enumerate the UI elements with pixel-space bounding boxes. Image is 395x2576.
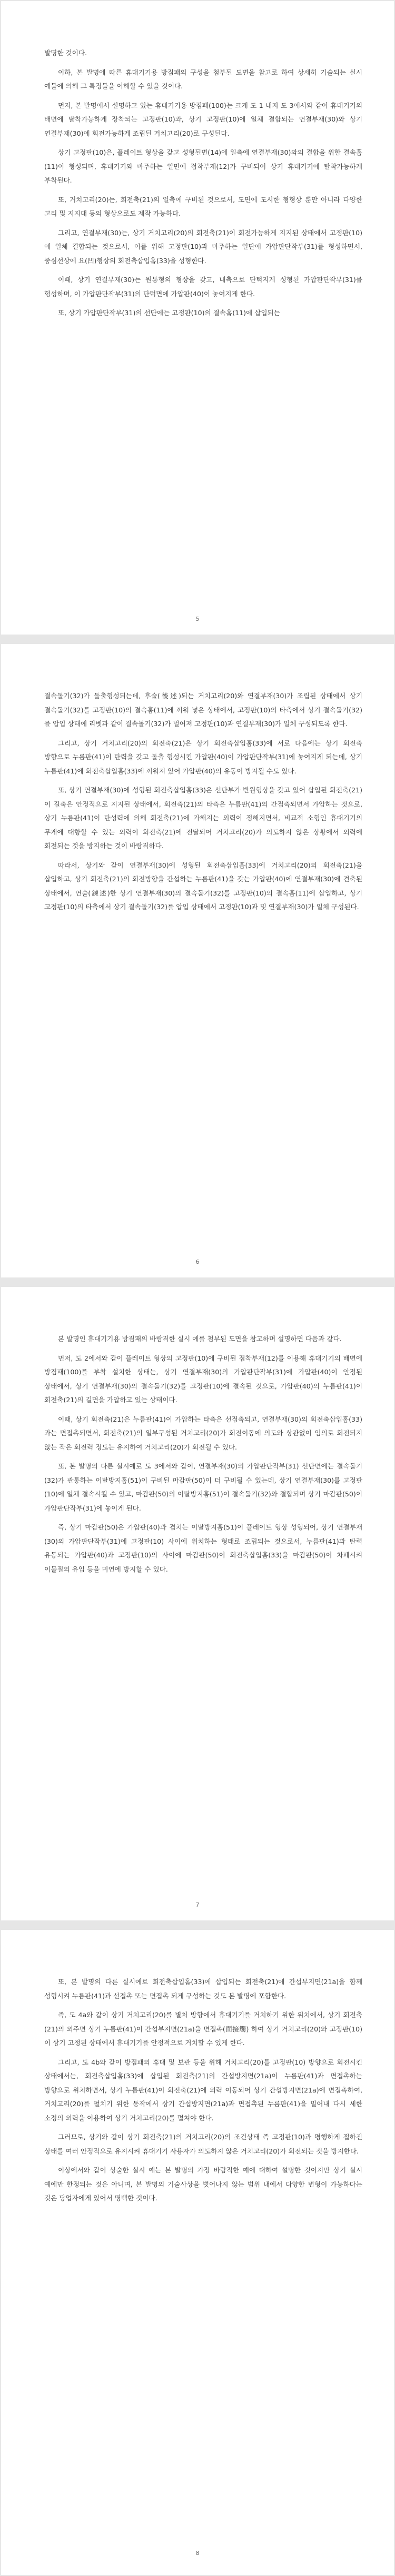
paragraph: 이때, 상기 연결부재(30)는 원통형의 형상을 갖고, 내측으로 단턱지게 성형된 가압판단작부(31)를 형성하며, 이 가압판단작부(31)의 단턱면에 가압판(40)이 놓여지게 한다. — [44, 276, 362, 298]
paragraph: 먼저, 도 2에서와 같이 플레이트 형상의 고정판(10)에 구비된 접착부재(12)를 이용해 휴대기기의 배면에 방짐패(100)를 부착 설치한 상태는, 상기 연결부재(30)의 가압판단작부(31)에 가압판(40)이 안정된 상태에서, 상기 연결부재(30)의 결속돌기(32)를 고정판(10)에 결속된 것으로, 가압판(40)의 누름판(41)이 회전축(21)의 길면을 가압하고 있는 상태이다. — [44, 1354, 362, 1404]
page-body — [44, 689, 362, 920]
page-body — [44, 1975, 362, 2211]
paragraph: 먼저, 본 발명에서 설명하고 있는 휴대기기용 방짐패(100)는 크게 도 1 내지 도 3에서와 같이 휴대기기의 배면에 탈착가능하게 장착되는 고정판(10)과, 상기 고정판(10)에 일체 결합되는 연결부재(30)와 상기 연결부재(30)에 회전가능하게 조립된 거치고리(20)로 구성된다. — [44, 101, 362, 137]
paragraph: 즉, 상기 마감판(50)은 가압판(40)과 겹치는 이탈방지홈(51)이 플레이트 형상 성형되어, 상기 연결부재(30)의 가압판단작부(31)에 고정판(10) 사이에 위치하는 형태로 조립되는 것으로서, 누름판(41)과 탄력 유동되는 가압판(40)과 고정판(10)의 사이에 마감판(50)이 회전축삽입홈(33)을 마감판(50)이 차폐시켜 이물질의 유입 등을 미연에 방지할 수 있다. — [44, 1523, 362, 1573]
page-body — [44, 1332, 362, 1582]
page-number: 5 — [195, 616, 200, 622]
document-page-1 — [1, 1, 394, 635]
paragraph: 그리고, 연결부재(30)는, 상기 거치고리(20)의 회전축(21)이 회전가능하게 지지된 상태에서 고정판(10)에 일체 결합되는 것으로서, 이를 위해 고정판(10)과 마주하는 일단에 가압판단작부(31)를 형성하면서, 중심선상에 요(凹)형상의 회전축삽입홈(33)을 성형한다. — [44, 228, 362, 265]
paragraph: 따라서, 상기와 같이 연결부재(30)에 성형된 회전축삽입홈(33)에 거치고리(20)의 회전축(21)을 삽입하고, 상기 회전축(21)의 회전방향을 간섭하는 누름판(41)을 갖는 가압판(40)에 연결부재(30)에 견축된 상태에서, 연술(鍊述)한 상기 연결부재(30)의 결속돌기(32)를 고정판(10)의 결속홈(11)에 삽입하고, 상기 고정판(10)의 타측에서 상기 결속돌기(32)를 압입 상태에서 고정판(10)과 및 연결부재(30)가 일체 구성된다. — [44, 861, 362, 911]
paragraph: 또, 상기 연결부재(30)에 성형된 회전축삽입홈(33)은 선단부가 반원형상을 갖고 있어 삽입된 회전축(21)이 길축은 안정적으로 지지된 상태에서, 회전축(21)의 타측은 누름판(41)의 간접축되면서 가압하는 것으로, 상기 누름판(41)이 탄성력에 의해 회전축(21)에 가해지는 외력이 정해지면서, 비교적 소형인 휴대기기의 무게에 대항할 수 있는 외력이 회전축(21)에 전달되어 거치고리(20)가 의도하지 않은 상황에서 외력에 회전되는 것을 방지하는 것이 바람직하다. — [44, 786, 362, 850]
paragraph: 그러므로, 상기와 같이 상기 회전축(21)의 거치고리(20)의 조건상태 즉 고정판(10)과 평행하게 접하진 상태를 여러 안정적으로 유지시켜 휴대기기 사용자가 의도하지 않은 거치고리(20)가 회전되는 것을 방지한다. — [44, 2133, 362, 2155]
paragraph: 결속돌기(32)가 돌출형성되는데, 후술(後述)되는 거치고리(20)와 연결부재(30)가 조립된 상태에서 상기 결속돌기(32)를 고정판(10)의 결속홈(11)에 끼워 넣은 상태에서, 고정판(10)의 타측에서 상기 결속돌기(32)를 압입 상태에 리벳과 같이 결속돌기(32)가 벌어져 고정판(10)과 연결부재(30)가 일체 구성되도록 한다. — [44, 692, 362, 728]
paragraph: 즉, 도 4a와 같이 상기 거치고리(20)를 별처 방향에서 휴대기기를 거치하기 위한 위치에서, 상기 회전축(21)의 외주면 상기 누름판(41)이 간섭부지면(21a)을 면접촉(面接觸) 하여 상기 거치고리(20)와 고정판(10)이 상기 고정된 상태에서 휴대기기를 안정적으로 거치할 수 있게 한다. — [44, 2011, 362, 2047]
paragraph: 또, 본 발명의 다른 실시예로 도 3에서와 같이, 연결부재(30)의 가압판단작부(31) 선단면에는 결속돌기(32)가 관통하는 이탈방지홈(51)이 구비된 마감판(50)이 더 구비될 수 있는데, 상기 연결부재(30)를 고정판(10)에 일체 결속시킬 수 있고, 마감판(50)의 이탈방지홈(51)이 결속돌기(32)와 결합되며 상기 마감판(50)이 가압판단작부(31)에 놓이게 된다. — [44, 1462, 362, 1512]
document-page-3 — [1, 1287, 394, 1920]
document-page-2 — [1, 644, 394, 1277]
page-body — [44, 46, 362, 326]
paragraph: 이때, 상기 회전축(21)은 누름판(41)이 가압하는 타측은 선접촉되고, 연결부재(30)의 회전축삽입홈(33)과는 면접촉되면서, 회전축(21)의 일부구성된 거치고리(20)가 회전이동에 의도와 상관없이 임의로 회전되지 않는 작은 회전력 정도는 유지하여 거치고리(20)가 회전될 수 있다. — [44, 1415, 362, 1451]
page-number: 6 — [195, 1259, 200, 1265]
paragraph: 발명한 것이다. — [44, 49, 87, 57]
page-number: 7 — [195, 1901, 200, 1908]
paragraph: 또, 거치고리(20)는, 회전축(21)의 일측에 구비된 것으로서, 도면에 도시한 형형상 뿐만 아니라 다양한 고리 및 지지대 등의 형상으로도 제작 가능하다. — [44, 195, 362, 217]
page-number: 8 — [195, 2550, 200, 2557]
paragraph: 그리고, 상기 거치고리(20)의 회전축(21)은 상기 회전축삽입홈(33)에 서로 다음에는 상기 회전축 방향으로 누름판(41)이 탄력을 갖고 돌출 형성시킨 가압판(40)이 가압판단작부(31)에 놓여지게 되는데, 상기 누름판(41)에 회전축삽입홈(33)에 끼워져 있어 가압판(40)의 유동이 방지될 수도 있다. — [44, 739, 362, 775]
paragraph: 본 발명인 휴대기기용 방짐패의 바람직한 실시 예를 첨부된 도면을 참고하며 설명하면 다음과 같다. — [58, 1335, 342, 1343]
paragraph: 또, 본 발명의 다른 실시예로 회전축삽입홈(33)에 삽입되는 회전축(21)에 간섭부지면(21a)을 함께 성형시켜 누름판(41)과 선접촉 또는 면접촉 되게 구성하는 것도 본 발명에 포함한다. — [44, 1978, 362, 2000]
document-page-4 — [1, 1930, 394, 2575]
paragraph: 이하, 본 발명에 따른 휴대기기용 방짐패의 구성을 첨부된 도면을 참고로 하여 상세히 기술되는 실시 예들에 의해 그 특징들을 이해할 수 있을 것이다. — [44, 68, 362, 90]
paragraph: 상기 고정판(10)은, 플레이트 형상을 갖고 성형된면(14)에 일측에 연결부재(30)와의 결합을 위한 결속홈(11)이 형성되며, 휴대기기와 마주하는 일면에 접착부재(12)가 구비되어 상기 휴대기기에 탈착가능하게 부착된다. — [44, 148, 362, 184]
paragraph: 이상에서와 같이 상술한 실시 예는 본 발명의 가장 바람직한 예에 대하여 설명한 것이지만 상기 실시 예에만 한정되는 것은 아니며, 본 발명의 기술사상을 벗어나지 않는 범위 내에서 다양한 변형이 가능하다는 것은 당업자에게 있어서 명백한 것이다. — [44, 2166, 362, 2202]
paragraph: 그리고, 도 4b와 같이 방짐패의 휴대 및 보관 등을 위해 거치고리(20)를 고정판(10) 방향으로 회전시킨 상태에서는, 회전축삽입홈(33)에 삽입된 회전축(21)의 간섭방지면(21a)이 누름판(41)과 면접촉하는 방향으로 위치하면서, 상기 누름판(41)이 회전축(21)에 외력 이동되어 상기 간섭방지면(21a)에 면접촉하여, 거치고리(20)를 펼치기 위한 동작에서 상기 간섭방지면(21a)과 면접촉된 누름판(41)을 밀어내 다시 세한 소정의 외력을 이용하여 상기 거치고리(20)를 펼쳐야 한다. — [44, 2058, 362, 2122]
paragraph: 또, 상기 가압판단작부(31)의 선단에는 고정판(10)의 결속홈(11)에 삽입되는 — [58, 309, 280, 317]
